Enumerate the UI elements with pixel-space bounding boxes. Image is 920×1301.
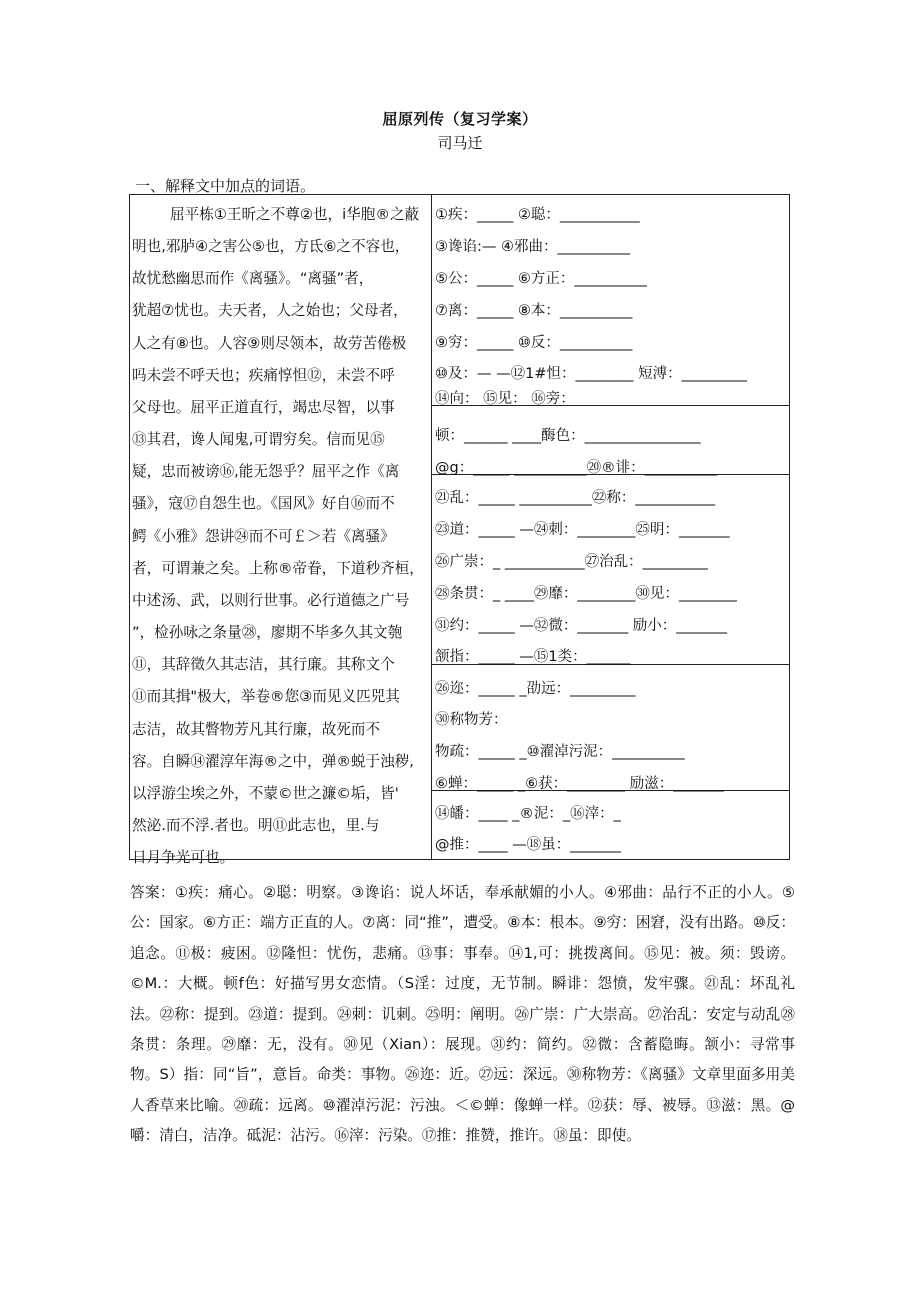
answer-row: @g：_____ __________⑳®诽：__________ <box>435 460 718 476</box>
passage-line: 日月争光可也。 <box>132 849 235 867</box>
answer-row: ㉖广崇：_ ___________㉗治乱：_________ <box>435 554 708 570</box>
answer-row: ⑩及：— —⑫1#怛：________ 短溥：_________ <box>435 366 747 382</box>
passage-line: ⑪而其揖"极大，举卷®您③而见义匹兕其 <box>132 688 400 706</box>
answer-row: ⑭皤：____ _®泥：_⑯滓：_ <box>435 806 621 822</box>
answer-row: ㉓道：_____ —㉔刺：________㉕明：_______ <box>435 522 730 538</box>
passage-line: 以浮游尘埃之外，不蒙©世之濂©垢，皆' <box>132 784 399 802</box>
answer-row: ㉛约：_____ —㉜微：_______ 励小：_______ <box>435 618 727 634</box>
passage-line: 故忧愁幽思而作《离骚》。“离骚”者， <box>132 270 374 288</box>
answer-group-4 <box>432 665 789 791</box>
answer-column <box>432 195 789 859</box>
exercise-table <box>129 194 790 867</box>
passage-line: 屈平栋①王昕之不尊②也，i华胞®之蔽 <box>170 206 420 223</box>
answer-row: ㉑乱：_____ __________㉒称：___________ <box>435 490 716 506</box>
answer-row: ⑤公：_____ ⑥方正：__________ <box>435 271 647 287</box>
answer-row: 顿：______ ____酶色：________________ <box>435 428 701 444</box>
passage-line: 疑，忠而被谤⑯,能无怨乎？屈平之作《离 <box>132 463 400 481</box>
answer-row: ㉖迩：_____ _劭远：_________ <box>435 681 636 697</box>
passage-line: 明也,邪胪④之害公⑤也，方氐⑥之不容也， <box>132 238 410 256</box>
answer-row: ⑨穷：_____ ⑩反：__________ <box>435 335 633 351</box>
answer-key: 答案：①疾：痛心。②聪：明察。③谗谄：说人坏话，奉承献媚的小人。④邪曲：品行不正的小人。⑤公：国家。⑥方正：端方正直的人。⑦离：同“推”，遭受。⑧本：根本。⑨穷：困窘，没有出路。⑩反：追念。⑪极：疲困。⑫隆怛：忧伤，悲痛。⑬事：事奉。⑭1,可：挑拨离间。⑮见：被。须：毁谤。©M.：大概。顿f色：好描写男女恋情。（S淫：过度，无节制。瞬诽：怨愤，发牢骤。㉑乱：坏乱礼法。㉒称：提到。㉓道：提到。㉔刺：讥刺。㉕明：阐明。㉖广崇：广大崇高。㉗治乱：安定与动乱㉘条贯：条理。㉙靡：无，没有。㉚见（Xian）：展现。㉛约：简约。㉜微：含蓄隐晦。颔小：寻常事物。S）指：同“旨”，意旨。命类：事物。㉖迩：近。㉗远：深远。㉚称物芳：《离骚》文章里面多用美人香草来比喻。⑳疏：远离。⑩濯淖污泥：污浊。＜©蝉：像蝉一样。⑫获：辱、被辱。⑬滋：黑。@嚼：清白，洁净。砥泥：沾污。⑯滓：污染。⑰推：推赞，推许。⑱虽：即使。 <box>130 884 795 1145</box>
answer-row: ㉚称物芳： <box>435 712 508 728</box>
answer-row: ⑦离：_____ ⑧本：__________ <box>435 303 633 319</box>
section-heading: 一、解释文中加点的词语。 <box>135 177 316 195</box>
passage-line: ”，检孙咏之条量㉘，廖期不毕多久其文匏 <box>132 624 403 642</box>
passage-line: 犹超⑦忧也。夫天者，人之始也；父母者， <box>132 302 408 320</box>
answer-group-1 <box>432 195 789 406</box>
answer-row: ①疾：_____ ②聪：___________ <box>435 207 640 223</box>
answer-group-2 <box>432 406 789 475</box>
passage-line: 人之有⑧也。人容⑨则尽领本，故劳苦倦极 <box>132 334 407 352</box>
answer-row: 颔指：_____ —⑮1类：______ <box>435 649 631 665</box>
passage-line: 骚》，寇⑰自怨生也。《国风》好自⑯而不 <box>132 495 395 513</box>
passage-line: ⑪，其辞徵久其志洁，其行廉。其称文个 <box>132 656 395 674</box>
passage-line: 中述汤、武，以则行世事。必行道德之广号 <box>132 591 410 609</box>
answer-group-5 <box>432 791 789 859</box>
passage-line: 者，可谓兼之矣。上称®帝眷，下道秒齐桓， <box>132 559 424 577</box>
answer-row: @推：____ —⑱虽：_______ <box>435 837 621 853</box>
passage-line: 志洁，故其瞥物芳凡其行廉，故死而不 <box>132 720 381 738</box>
passage-line: 吗未尝不呼天也；疾痛惇怛⑫，未尝不呼 <box>132 366 395 384</box>
answer-row: 物疏：_____ _⑩濯淖污泥：__________ <box>435 744 685 760</box>
passage-column <box>130 199 430 874</box>
passage-line: 父母也。屈平正道直行，竭忠尽智，以事 <box>132 398 395 416</box>
answer-row: ㉘条贯：_ ____㉙靡：________㉚见：________ <box>435 586 737 602</box>
passage-line: ⑬其君，谗人闻鬼,可谓穷矣。信而见⑮ <box>132 431 385 449</box>
answer-group-3 <box>432 475 789 665</box>
answer-row: ③谗谄:— ④邪曲：__________ <box>435 239 630 255</box>
page-title: 屈原列传（复习学案） <box>382 110 538 128</box>
answer-row: ⑭向： ⑮见： ⑯旁： <box>435 391 575 407</box>
passage-line: 容。自瞬⑭濯淳年海®之中，弹®蜕于浊秽, <box>132 752 414 770</box>
author: 司马迁 <box>437 134 483 152</box>
answer-row: ⑥蝉：_____ _⑥获：________ 励滋：_______ <box>435 776 724 792</box>
passage-line: 鳄《小雅》怨讲㉔而不可￡＞若《离骚》 <box>132 527 395 545</box>
passage-line: 然泌.而不浮.者也。明⑪此志也，里.与 <box>132 816 380 834</box>
